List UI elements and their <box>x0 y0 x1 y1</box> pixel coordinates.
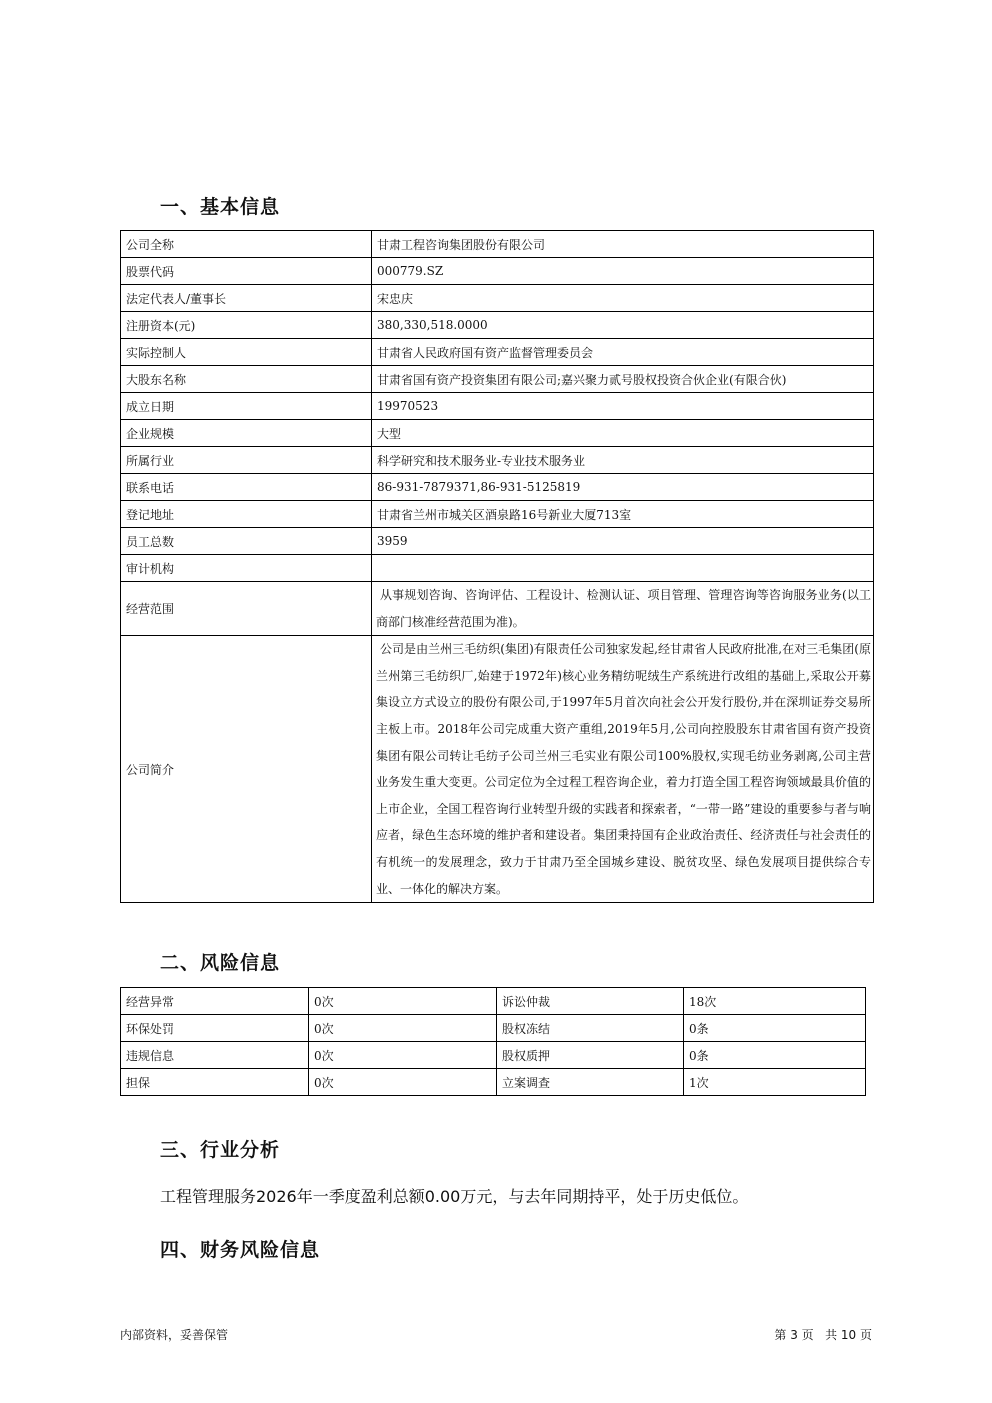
field-label: 公司简介 <box>121 636 372 903</box>
table-row <box>121 447 874 474</box>
footer-page-number: 第 3 页 共 10 页 <box>774 1328 872 1342</box>
field-value: 19970523 <box>372 393 874 420</box>
risk-value: 0条 <box>684 1015 866 1042</box>
risk-label: 环保处罚 <box>121 1015 309 1042</box>
footer-confidential: 内部资料，妥善保管 <box>120 1328 229 1342</box>
table-row <box>121 1042 866 1069</box>
table-row <box>121 312 874 339</box>
risk-value: 0次 <box>309 1015 497 1042</box>
risk-value: 0次 <box>309 988 497 1015</box>
field-label: 股票代码 <box>121 258 372 285</box>
section-title-basic: 一、基本信息 <box>160 196 281 218</box>
risk-label: 股权质押 <box>497 1042 684 1069</box>
field-value: 宋忠庆 <box>372 285 874 312</box>
table-row <box>121 231 874 258</box>
field-label: 法定代表人/董事长 <box>121 285 372 312</box>
field-label: 公司全称 <box>121 231 372 258</box>
table-row <box>121 258 874 285</box>
table-row <box>121 474 874 501</box>
field-value: 甘肃工程咨询集团股份有限公司 <box>372 231 874 258</box>
risk-info-table <box>120 987 866 1096</box>
field-value: 86-931-7879371,86-931-5125819 <box>372 474 874 501</box>
risk-value: 18次 <box>684 988 866 1015</box>
field-value: 3959 <box>372 528 874 555</box>
field-label: 员工总数 <box>121 528 372 555</box>
table-row <box>121 339 874 366</box>
table-row <box>121 528 874 555</box>
section-title-risk: 二、风险信息 <box>160 952 281 974</box>
field-label: 企业规模 <box>121 420 372 447</box>
industry-analysis-text: 工程管理服务2026年一季度盈利总额0.00万元，与去年同期持平，处于历史低位。 <box>160 1187 749 1206</box>
field-value: 000779.SZ <box>372 258 874 285</box>
risk-value: 0次 <box>309 1069 497 1096</box>
risk-label: 诉讼仲裁 <box>497 988 684 1015</box>
field-label: 注册资本(元) <box>121 312 372 339</box>
risk-label: 股权冻结 <box>497 1015 684 1042</box>
table-row-company-intro <box>121 636 874 903</box>
table-row <box>121 393 874 420</box>
field-value: 甘肃省人民政府国有资产监督管理委员会 <box>372 339 874 366</box>
table-row <box>121 1069 866 1096</box>
business-scope-value: 从事规划咨询、咨询评估、工程设计、检测认证、项目管理、管理咨询等咨询服务业务(以工商部门核准经营范围为准)。 <box>372 582 874 636</box>
table-row-business-scope <box>121 582 874 636</box>
field-label: 所属行业 <box>121 447 372 474</box>
field-label: 大股东名称 <box>121 366 372 393</box>
risk-label: 立案调查 <box>497 1069 684 1096</box>
field-value <box>372 555 874 582</box>
table-row <box>121 285 874 312</box>
table-row <box>121 420 874 447</box>
field-label: 成立日期 <box>121 393 372 420</box>
risk-label: 经营异常 <box>121 988 309 1015</box>
field-value: 380,330,518.0000 <box>372 312 874 339</box>
risk-value: 0次 <box>309 1042 497 1069</box>
section-title-industry: 三、行业分析 <box>160 1139 281 1161</box>
field-label: 审计机构 <box>121 555 372 582</box>
table-row <box>121 555 874 582</box>
field-label: 联系电话 <box>121 474 372 501</box>
basic-info-table <box>120 230 874 903</box>
risk-value: 1次 <box>684 1069 866 1096</box>
company-intro-value: 公司是由兰州三毛纺织(集团)有限责任公司独家发起,经甘肃省人民政府批准,在对三毛集团(原兰州第三毛纺织厂,始建于1972年)核心业务精纺呢绒生产系统进行改组的基础上,采取公开募集设立方式设立的股份有限公司,于1997年5月首次向社会公开发行股份,并在深圳证券交易所主板上市。2018年公司完成重大资产重组,2019年5月,公司向控股股东甘肃省国有资产投资集团有限公司转让毛纺子公司兰州三毛实业有限公司100%股权,实现毛纺业务剥离,公司主营业务发生重大变更。公司定位为全过程工程咨询企业，着力打造全国工程咨询领域最具价值的上市企业，全国工程咨询行业转型升级的实践者和探索者，“一带一路”建设的重要参与者与响应者，绿色生态环境的维护者和建设者。集团秉持国有企业政治责任、经济责任与社会责任的有机统一的发展理念，致力于甘肃乃至全国城乡建设、脱贫攻坚、绿色发展项目提供综合专业、一体化的解决方案。 <box>372 636 874 903</box>
field-label: 经营范围 <box>121 582 372 636</box>
field-label: 实际控制人 <box>121 339 372 366</box>
risk-label: 担保 <box>121 1069 309 1096</box>
table-row <box>121 501 874 528</box>
table-row <box>121 1015 866 1042</box>
risk-value: 0条 <box>684 1042 866 1069</box>
table-row <box>121 366 874 393</box>
table-row <box>121 988 866 1015</box>
field-value: 大型 <box>372 420 874 447</box>
field-value: 科学研究和技术服务业-专业技术服务业 <box>372 447 874 474</box>
field-label: 登记地址 <box>121 501 372 528</box>
field-value: 甘肃省兰州市城关区酒泉路16号新业大厦713室 <box>372 501 874 528</box>
risk-label: 违规信息 <box>121 1042 309 1069</box>
field-value: 甘肃省国有资产投资集团有限公司;嘉兴聚力贰号股权投资合伙企业(有限合伙) <box>372 366 874 393</box>
section-title-finance: 四、财务风险信息 <box>160 1239 321 1261</box>
